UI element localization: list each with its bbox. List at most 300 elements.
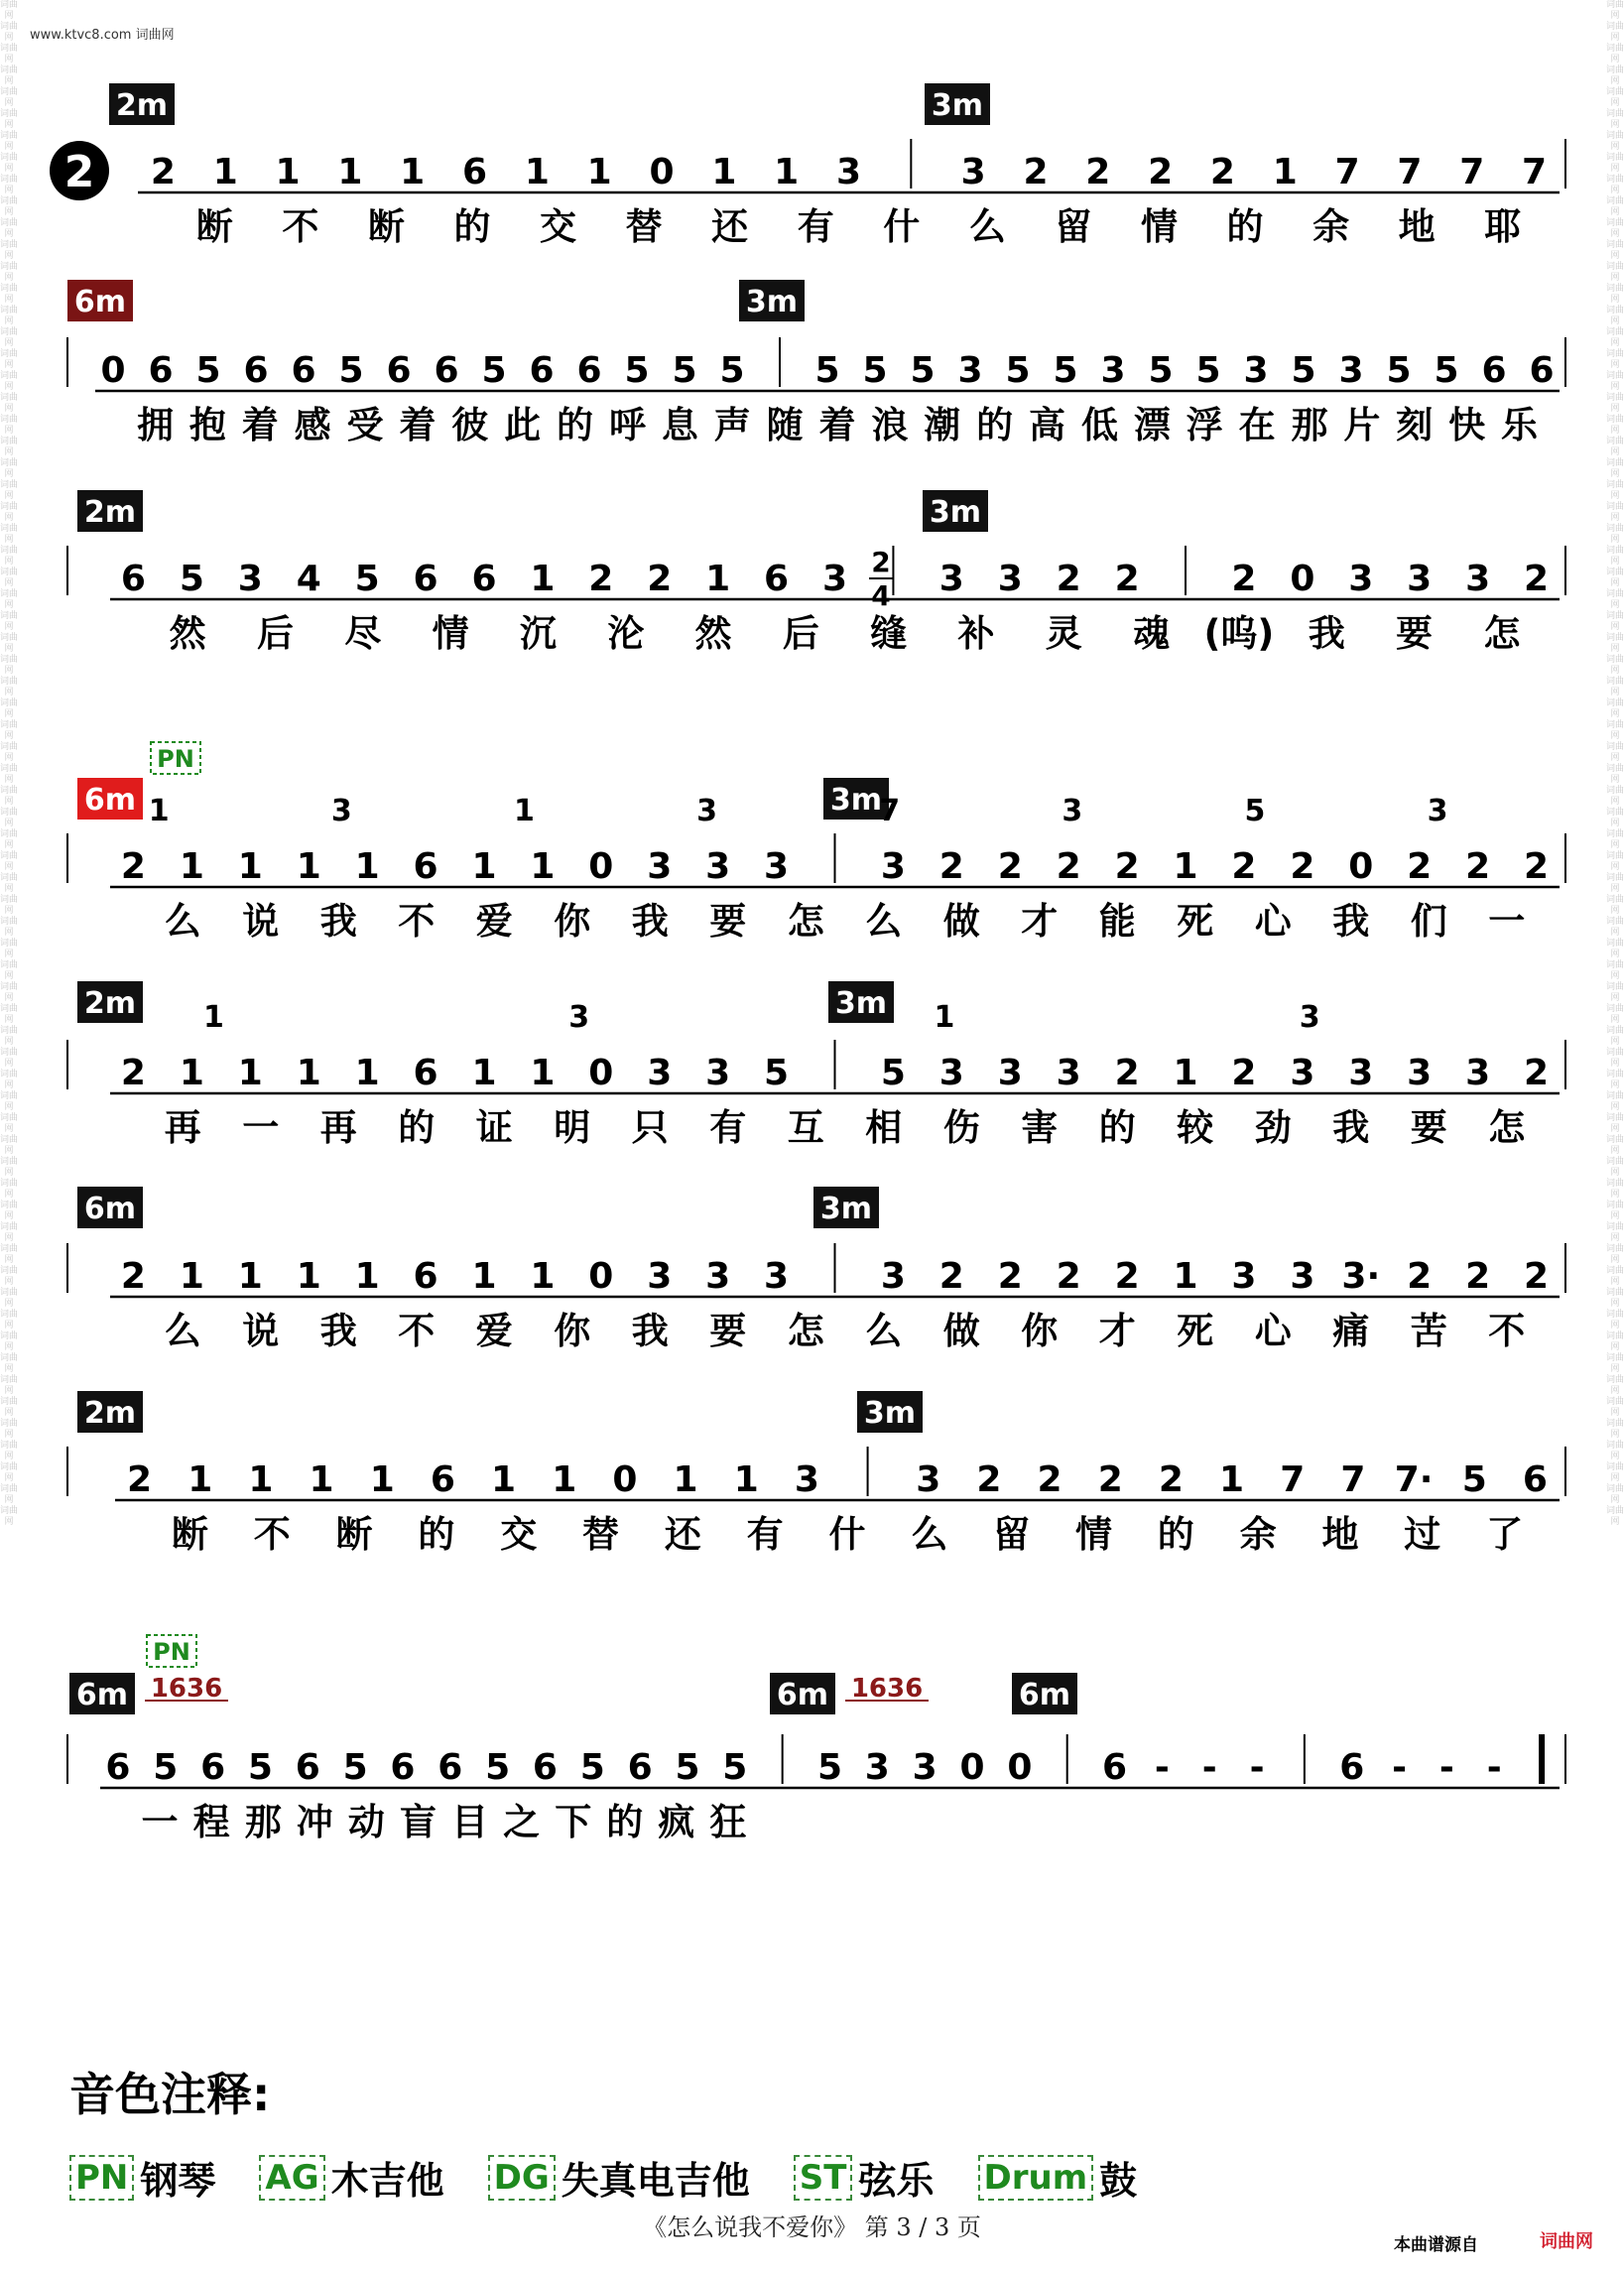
note: 6 [764,559,790,599]
note: 6 [1522,1459,1548,1500]
lyric-char: 交 [540,205,577,248]
note: 1 [774,152,800,192]
note: 3 [1290,1053,1315,1093]
note: 6 [120,559,146,599]
note: 0 [588,1256,614,1297]
note: 5 [880,1053,906,1093]
lyric-char: 受 [346,404,384,446]
fill-mark: 1636 [850,1674,924,1704]
lyric-char: 爱 [475,900,513,943]
lyric-char: 缝 [870,612,908,655]
note: 3 [764,846,790,887]
lyric-char: 不 [398,1310,436,1352]
timbre-legend [69,2059,1161,2205]
chord-label: 3m [819,1192,873,1226]
lyric-char: 有 [746,1513,784,1556]
chord-label: 6m [1018,1678,1071,1712]
note: 1 [530,1256,556,1297]
note: 3 [916,1459,941,1500]
lyric-char: 证 [475,1106,513,1149]
lyric-char: 片 [1343,404,1381,446]
lyric-char: 怎 [1488,1106,1526,1149]
lyric-char: 交 [500,1513,538,1556]
lyric-char: 痛 [1332,1310,1370,1352]
upper-note: 1 [934,1000,955,1035]
note: 2 [938,1256,964,1297]
lyric-char: 冲 [296,1801,333,1843]
lyric-char: 后 [256,612,294,655]
upper-note: 3 [1299,1000,1320,1035]
lyric-char: 我 [319,900,357,943]
note: 6 [386,350,412,391]
note: 3 [1290,1256,1315,1297]
note: 6 [462,152,488,192]
lyric-char: 的 [1226,205,1264,248]
lyric-char: 还 [664,1513,701,1556]
lyric-char: 余 [1312,205,1350,248]
note: 5 [354,559,380,599]
lyric-char: 尽 [344,612,382,655]
staff-line [67,1391,1565,1556]
note: 3 [647,846,673,887]
note: 2 [1056,559,1081,599]
lyric-char: 再 [319,1106,357,1149]
lyric-char: 还 [711,205,749,248]
note: 3 [764,1256,790,1297]
note: 1 [212,152,238,192]
note: 1 [530,846,556,887]
note: 3 [1056,1053,1081,1093]
lyric-char: 高 [1029,404,1066,446]
note: 3 [705,1053,731,1093]
chord-label: 3m [745,285,799,319]
lyric-char: 漂 [1133,404,1171,446]
note: 3 [880,846,906,887]
lyric-char: 断 [367,205,405,248]
note: 2 [1407,1256,1433,1297]
lyric-char: 留 [993,1513,1031,1556]
note: 1 [237,846,263,887]
note: 3 [647,1053,673,1093]
lyric-char: 拥 [136,404,174,446]
note: 2 [1231,1053,1257,1093]
note: 1 [309,1459,334,1500]
note: 3 [794,1459,819,1500]
note: 3· [1341,1256,1381,1297]
lyric-char: 余 [1239,1513,1277,1556]
note: 6 [1339,1747,1365,1788]
note: 7 [1522,152,1548,192]
note: 2 [1056,846,1081,887]
note: 3 [880,1256,906,1297]
lyric-char: 我 [1308,612,1345,655]
lyric-char: 爱 [475,1310,513,1352]
lyric-char: 我 [631,1310,669,1352]
site-logo[interactable]: 词曲网 [1540,2231,1593,2252]
lyric-char: 情 [1074,1513,1112,1556]
note: 0 [588,1053,614,1093]
note: 6 [1102,1747,1128,1788]
note: 5 [1461,1459,1487,1500]
chord-label: 3m [834,986,888,1021]
lyric-char: 你 [1021,1310,1059,1352]
note: 1 [530,1053,556,1093]
note: 3 [997,1053,1023,1093]
lyric-char: 在 [1238,404,1276,446]
left-watermark-strip: 词曲网 词曲网 词曲网 词曲网 词曲网 词曲网 词曲网 词曲网 词曲网 词曲网 词曲网 词曲网 词曲网 词曲网 词曲网 词曲网 词曲网 词曲网 词曲网 词曲网 词曲网 词曲网 词曲网 词曲网 词曲网 词曲网 词曲网 词曲网 词曲网 词曲网 词曲网 词曲网 词曲网 词曲网 词曲网 词曲网 词曲网 词曲网 词曲网 词曲网 词曲网 词曲网 词曲网 词曲网 词曲网 词曲网 词曲网 词曲网 词曲网 词曲网 词曲网 词曲网 词曲网 词曲网 词曲网 词曲网 词曲网 词曲网 词曲网 词曲网 词曲网 词曲网 词曲网 词曲网 词曲网 词曲网 词曲网 词曲网 词曲网 词曲网 [0,0,18,1527]
lyric-char: 魂 [1133,612,1171,655]
note: 2 [1097,1459,1123,1500]
lyric-char: 较 [1177,1106,1214,1149]
chord-label: 2m [83,495,137,530]
note: 2 [1114,1053,1140,1093]
lyric-char: 害 [1021,1106,1059,1149]
lyric-char: 我 [631,900,669,943]
lyric-char: 沦 [607,612,645,655]
note: 2 [997,846,1023,887]
note: 2 [1231,559,1257,599]
note: 1 [586,152,612,192]
lyric-char: 过 [1404,1513,1441,1556]
note: 2 [1085,152,1111,192]
legend-code: DG [488,2155,556,2201]
lyric-char: 才 [1021,900,1059,943]
chord-label: 6m [776,1678,829,1712]
lyric-char: 我 [1332,900,1370,943]
note: 2 [1209,152,1235,192]
note: 1 [354,846,380,887]
note: 7 [1397,152,1423,192]
note: 6 [576,350,602,391]
note: 3 [1243,350,1269,391]
note: 4 [296,559,321,599]
lyric-char: 那 [1291,404,1328,446]
chord-label: 2m [83,986,137,1021]
lyric-char: 有 [797,205,834,248]
lyric-char: 有 [709,1106,747,1149]
note: 1 [1272,152,1298,192]
lyric-char: 要 [709,900,747,943]
staff-line [109,83,1565,248]
note: 3 [821,559,848,599]
note: 1 [179,1053,204,1093]
staff-line [67,742,1565,943]
lyric-char: 着 [241,404,279,446]
note: 6 [295,1747,320,1788]
note: 6 [627,1747,653,1788]
upper-note: 1 [148,794,170,828]
note: 3 [1407,559,1433,599]
lyric-char: 怎 [1483,612,1521,655]
chord-label: 6m [83,783,137,818]
lyric-char: 做 [942,1310,980,1352]
upper-note: 3 [330,794,352,828]
note: 2 [1158,1459,1184,1500]
note: 2 [1290,846,1315,887]
lyric-char: 乐 [1501,404,1539,446]
lyric-char: 地 [1398,205,1436,248]
note: 2 [120,1256,146,1297]
note: 6 [413,1053,438,1093]
note: 1 [337,152,363,192]
lyric-char: 程 [192,1801,230,1843]
lyric-char: 不 [398,900,436,943]
lyric-char: 说 [242,1310,280,1352]
note: 6 [471,559,497,599]
note: 1 [1173,846,1198,887]
lyric-char: 低 [1080,404,1118,446]
lyric-char: 么 [865,1310,903,1352]
note: 1 [296,846,321,887]
lyric-char: 你 [554,900,591,943]
lyric-char: 伤 [942,1106,980,1149]
note: 3 [864,1747,890,1788]
note: 5 [247,1747,273,1788]
lyric-char: 什 [828,1513,866,1556]
note: 3 [835,152,862,192]
lyric-char: 劲 [1254,1106,1292,1149]
note: - [1486,1747,1502,1788]
chord-label: 6m [83,1192,137,1226]
chord-label: 3m [929,495,982,530]
note: 1 [471,1256,497,1297]
note: 5 [675,1747,700,1788]
lyric-char: 什 [883,205,921,248]
lyric-char: 死 [1177,900,1214,943]
lyric-char: 么 [865,900,903,943]
note: 5 [672,350,697,391]
note: 0 [1290,559,1315,599]
note: 1 [471,846,497,887]
note: 1 [354,1256,380,1297]
instrument-tag: PN [157,745,194,773]
note: 2 [976,1459,1002,1500]
note: 3 [1465,559,1491,599]
instrument-tag: PN [153,1638,190,1666]
note: 7 [1459,152,1485,192]
note: 1 [1173,1053,1198,1093]
lyric-char: 明 [554,1106,591,1149]
note: 2 [1407,846,1433,887]
lyric-char: 死 [1177,1310,1214,1352]
lyric-char: 浪 [871,404,909,446]
lyric-char: 息 [661,404,698,446]
lyric-char: 断 [195,205,233,248]
upper-note: 3 [1062,794,1083,828]
note: 6 [148,350,174,391]
note: 2 [1114,1256,1140,1297]
lyric-char: 我 [1332,1106,1370,1149]
note: 3 [997,559,1023,599]
lyric-char: 的 [557,404,594,446]
note: 3 [1407,1053,1433,1093]
note: 2 [1148,152,1174,192]
right-watermark-strip: 词曲网 词曲网 词曲网 词曲网 词曲网 词曲网 词曲网 词曲网 词曲网 词曲网 词曲网 词曲网 词曲网 词曲网 词曲网 词曲网 词曲网 词曲网 词曲网 词曲网 词曲网 词曲网 词曲网 词曲网 词曲网 词曲网 词曲网 词曲网 词曲网 词曲网 词曲网 词曲网 词曲网 词曲网 词曲网 词曲网 词曲网 词曲网 词曲网 词曲网 词曲网 词曲网 词曲网 词曲网 词曲网 词曲网 词曲网 词曲网 词曲网 词曲网 词曲网 词曲网 词曲网 词曲网 词曲网 词曲网 词曲网 词曲网 词曲网 词曲网 词曲网 词曲网 词曲网 词曲网 词曲网 词曲网 词曲网 词曲网 词曲网 词曲网 [1606,0,1624,1527]
note: 5 [1434,350,1459,391]
lyric-char: 么 [911,1513,948,1556]
note: 5 [1386,350,1412,391]
note: 3 [912,1747,937,1788]
note: 1 [491,1459,517,1500]
lyric-char: 相 [865,1106,903,1149]
note: 6 [1529,350,1555,391]
lyric-char: 目 [451,1801,489,1843]
note: 5 [1053,350,1078,391]
fill-mark: 1636 [150,1674,223,1704]
note: 3 [1348,1053,1374,1093]
lyric-char: 的 [1098,1106,1136,1149]
note: 5 [338,350,364,391]
lyric-char: 你 [554,1310,591,1352]
legend-name: 鼓 [1099,2159,1138,2203]
note: 3 [1348,559,1374,599]
legend-code: Drum [978,2155,1094,2201]
note: 2 [150,152,176,192]
site-header: www.ktvc8.com 词曲网 [30,28,175,43]
note: 5 [342,1747,368,1788]
lyric-char: 能 [1098,900,1136,943]
lyric-char: 刻 [1396,404,1434,446]
source-note: 本曲谱源自 [1394,2235,1478,2255]
legend-item-distortion-guitar [488,2150,750,2205]
note: 3 [1338,350,1364,391]
note: 6 [243,350,269,391]
note: 6 [430,1459,455,1500]
note: 6 [105,1747,131,1788]
legend-name: 钢琴 [140,2159,216,2203]
legend-item-strings [794,2150,935,2205]
lyric-char: 补 [957,612,995,655]
chord-label: 2m [83,1396,137,1431]
lyric-char: 么 [968,205,1006,248]
note: 1 [296,1053,321,1093]
note: 3 [960,152,986,192]
upper-note: 5 [1244,794,1266,828]
lyric-char: 地 [1321,1513,1359,1556]
note: 5 [1148,350,1174,391]
note: 5 [1291,350,1316,391]
staff-line [67,280,1565,446]
staff-line [67,981,1565,1149]
lyric-char: 么 [164,900,201,943]
lyric-char: 的 [418,1513,455,1556]
staff-line [67,490,1565,655]
note: - [1438,1747,1454,1788]
note: 1 [673,1459,698,1500]
lyric-char: 一 [1488,900,1526,943]
lyric-char: 心 [1254,1310,1292,1352]
section-number: 2 [63,147,95,197]
legend-item-piano [69,2150,215,2205]
note: - [1154,1747,1170,1788]
note: 5 [862,350,888,391]
time-signature-top: 2 [871,546,891,578]
staff-lines [67,83,1565,1843]
note: 6 [434,350,459,391]
chord-label: 6m [75,1678,129,1712]
note: 5 [624,350,650,391]
note: 6 [200,1747,226,1788]
note: 1 [369,1459,395,1500]
lyric-char: 盲 [399,1801,437,1843]
note: 1 [275,152,301,192]
note: 2 [1524,846,1550,887]
upper-note: 7 [879,794,901,828]
lyric-char: 做 [942,900,980,943]
lyric-char: (呜) [1203,612,1275,655]
lyric-char: 快 [1448,404,1486,446]
note: 1 [530,559,556,599]
note: 3 [237,559,263,599]
note: - [1249,1747,1265,1788]
lyric-char: 的 [1157,1513,1194,1556]
note: 2 [1114,846,1140,887]
lyric-char: 情 [1140,205,1178,248]
note: 5 [722,1747,748,1788]
lyric-char: 要 [1410,1106,1447,1149]
note: 5 [195,350,221,391]
lyric-char: 一 [141,1801,179,1843]
lyric-char: 心 [1254,900,1292,943]
note: 5 [153,1747,179,1788]
note: 1 [705,559,731,599]
lyric-char: 不 [253,1513,291,1556]
lyric-char: 灵 [1045,612,1082,655]
legend-code: PN [69,2155,134,2201]
legend-row [69,2150,1161,2205]
lyric-char: 疯 [658,1801,695,1843]
staff-line [67,1635,1565,1843]
chord-label: 2m [115,88,169,123]
note: 0 [1348,846,1374,887]
lyric-char: 的 [398,1106,436,1149]
legend-name: 弦乐 [858,2159,935,2203]
upper-note: 3 [568,1000,590,1035]
lyric-char: 互 [787,1106,824,1149]
note: 1 [711,152,737,192]
note: 3 [1465,1053,1491,1093]
lyric-char: 断 [171,1513,208,1556]
note: 1 [524,152,550,192]
note: 1 [237,1256,263,1297]
note: 1 [1173,1256,1198,1297]
lyric-char: 再 [164,1106,201,1149]
note: 6 [390,1747,416,1788]
lyric-char: 留 [1055,205,1092,248]
note: 6 [291,350,316,391]
note: 2 [120,1053,146,1093]
note: 2 [1231,846,1257,887]
note: 2 [1524,1053,1550,1093]
note: 2 [120,846,146,887]
note: 0 [1007,1747,1033,1788]
lyric-char: 然 [694,612,732,655]
lyric-char: 替 [625,205,663,248]
lyric-char: 动 [347,1801,385,1843]
chord-label: 3m [829,783,883,818]
note: 2 [997,1256,1023,1297]
note: 1 [187,1459,213,1500]
note: - [1201,1747,1217,1788]
note: 7 [1334,152,1360,192]
lyric-char: 我 [319,1310,357,1352]
note: 6 [413,846,438,887]
note: 3 [647,1256,673,1297]
page-footer: 《怎么说我不爱你》 第 3 / 3 页 [643,2214,981,2241]
note: 0 [612,1459,638,1500]
note: 6 [413,1256,438,1297]
note: 0 [100,350,126,391]
